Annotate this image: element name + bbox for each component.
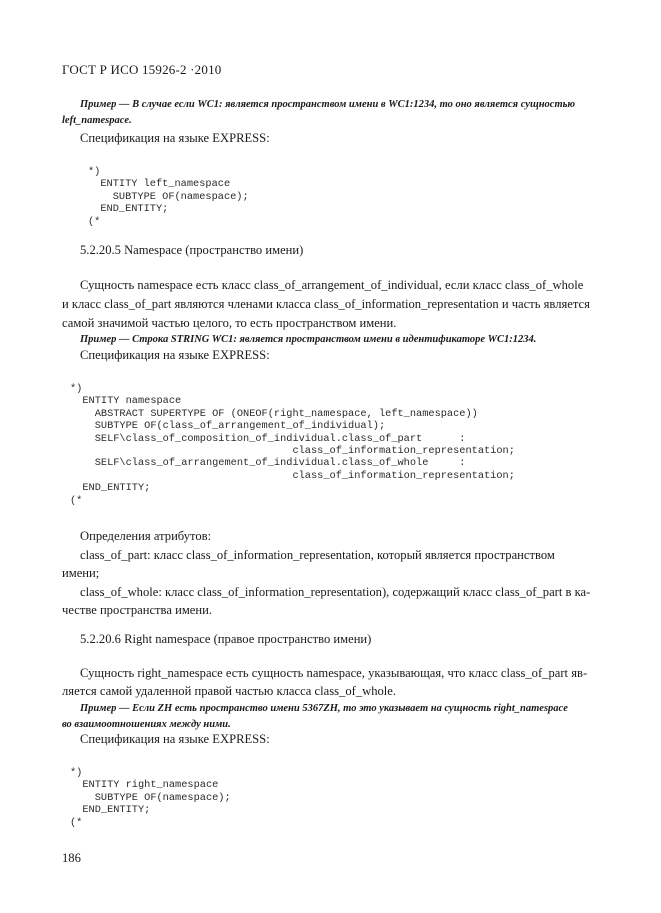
attribute-class-of-part-line2: имени; [62,566,100,580]
namespace-paragraph-line3: самой значимой частью целого, то есть пространством имени. [62,316,397,330]
right-namespace-paragraph-line2: ляется самой удаленной правой частью класса class_of_whole. [62,684,397,698]
express-code-right-namespace: *) ENTITY right_namespace SUBTYPE OF(namespace); END_ENTITY; (* [70,767,231,829]
example-left-namespace-line2: left_namespace. [62,115,132,126]
spec-label-right-namespace: Спецификация на языке EXPRESS: [80,732,270,746]
express-code-left-namespace: *) ENTITY left_namespace SUBTYPE OF(namespace); END_ENTITY; (* [88,166,249,228]
example-right-namespace-line2: во взаимоотношениях между ними. [62,719,231,730]
section-heading-right-namespace: 5.2.20.6 Right namespace (правое пространство имени) [80,632,372,646]
document-header: ГОСТ Р ИСО 15926-2 ·2010 [62,62,222,77]
express-code-namespace: *) ENTITY namespace ABSTRACT SUPERTYPE OF (ONEOF(right_namespace, left_namespace)) SUBTYPE OF(class_of_arrangement_of_individual); SELF\class_of_composition_of_individual.class_of_part : class_of_information_representation; SELF\class_of_arrangement_of_individual.class_of_whole : class_of_information_representation; END_ENTITY; (* [70,383,515,507]
section-heading-namespace: 5.2.20.5 Namespace (пространство имени) [80,243,304,257]
attribute-class-of-whole-line2: честве пространства имени. [62,603,212,617]
namespace-paragraph-line1: Сущность namespace есть класс class_of_arrangement_of_individual, если класс class_of_whole [80,278,584,292]
page-number: 186 [62,851,81,865]
example-namespace: Пример — Строка STRING WC1: является пространством имени в идентификаторе WC1:1234. [80,334,537,345]
example-right-namespace-line1: Пример — Если ZH есть пространство имени 5367ZH, то это указывает на сущность right_namespace [80,703,568,714]
spec-label-namespace: Спецификация на языке EXPRESS: [80,348,270,362]
attribute-class-of-whole-line1: class_of_whole: класс class_of_information_representation), содержащий класс class_of_part в ка- [80,585,591,599]
spec-label-left-namespace: Спецификация на языке EXPRESS: [80,131,270,145]
attributes-title: Определения атрибутов: [80,529,212,543]
example-left-namespace-line1: Пример — В случае если WC1: является пространством имени в WC1:1234, то оно является сущностью [80,99,576,110]
namespace-paragraph-line2: и класс class_of_part являются членами класса class_of_information_representation и часть является [62,297,590,311]
right-namespace-paragraph-line1: Сущность right_namespace есть сущность namespace, указывающая, что класс class_of_part яв- [80,666,588,680]
attribute-class-of-part-line1: class_of_part: класс class_of_information_representation, который является пространством [80,548,555,562]
